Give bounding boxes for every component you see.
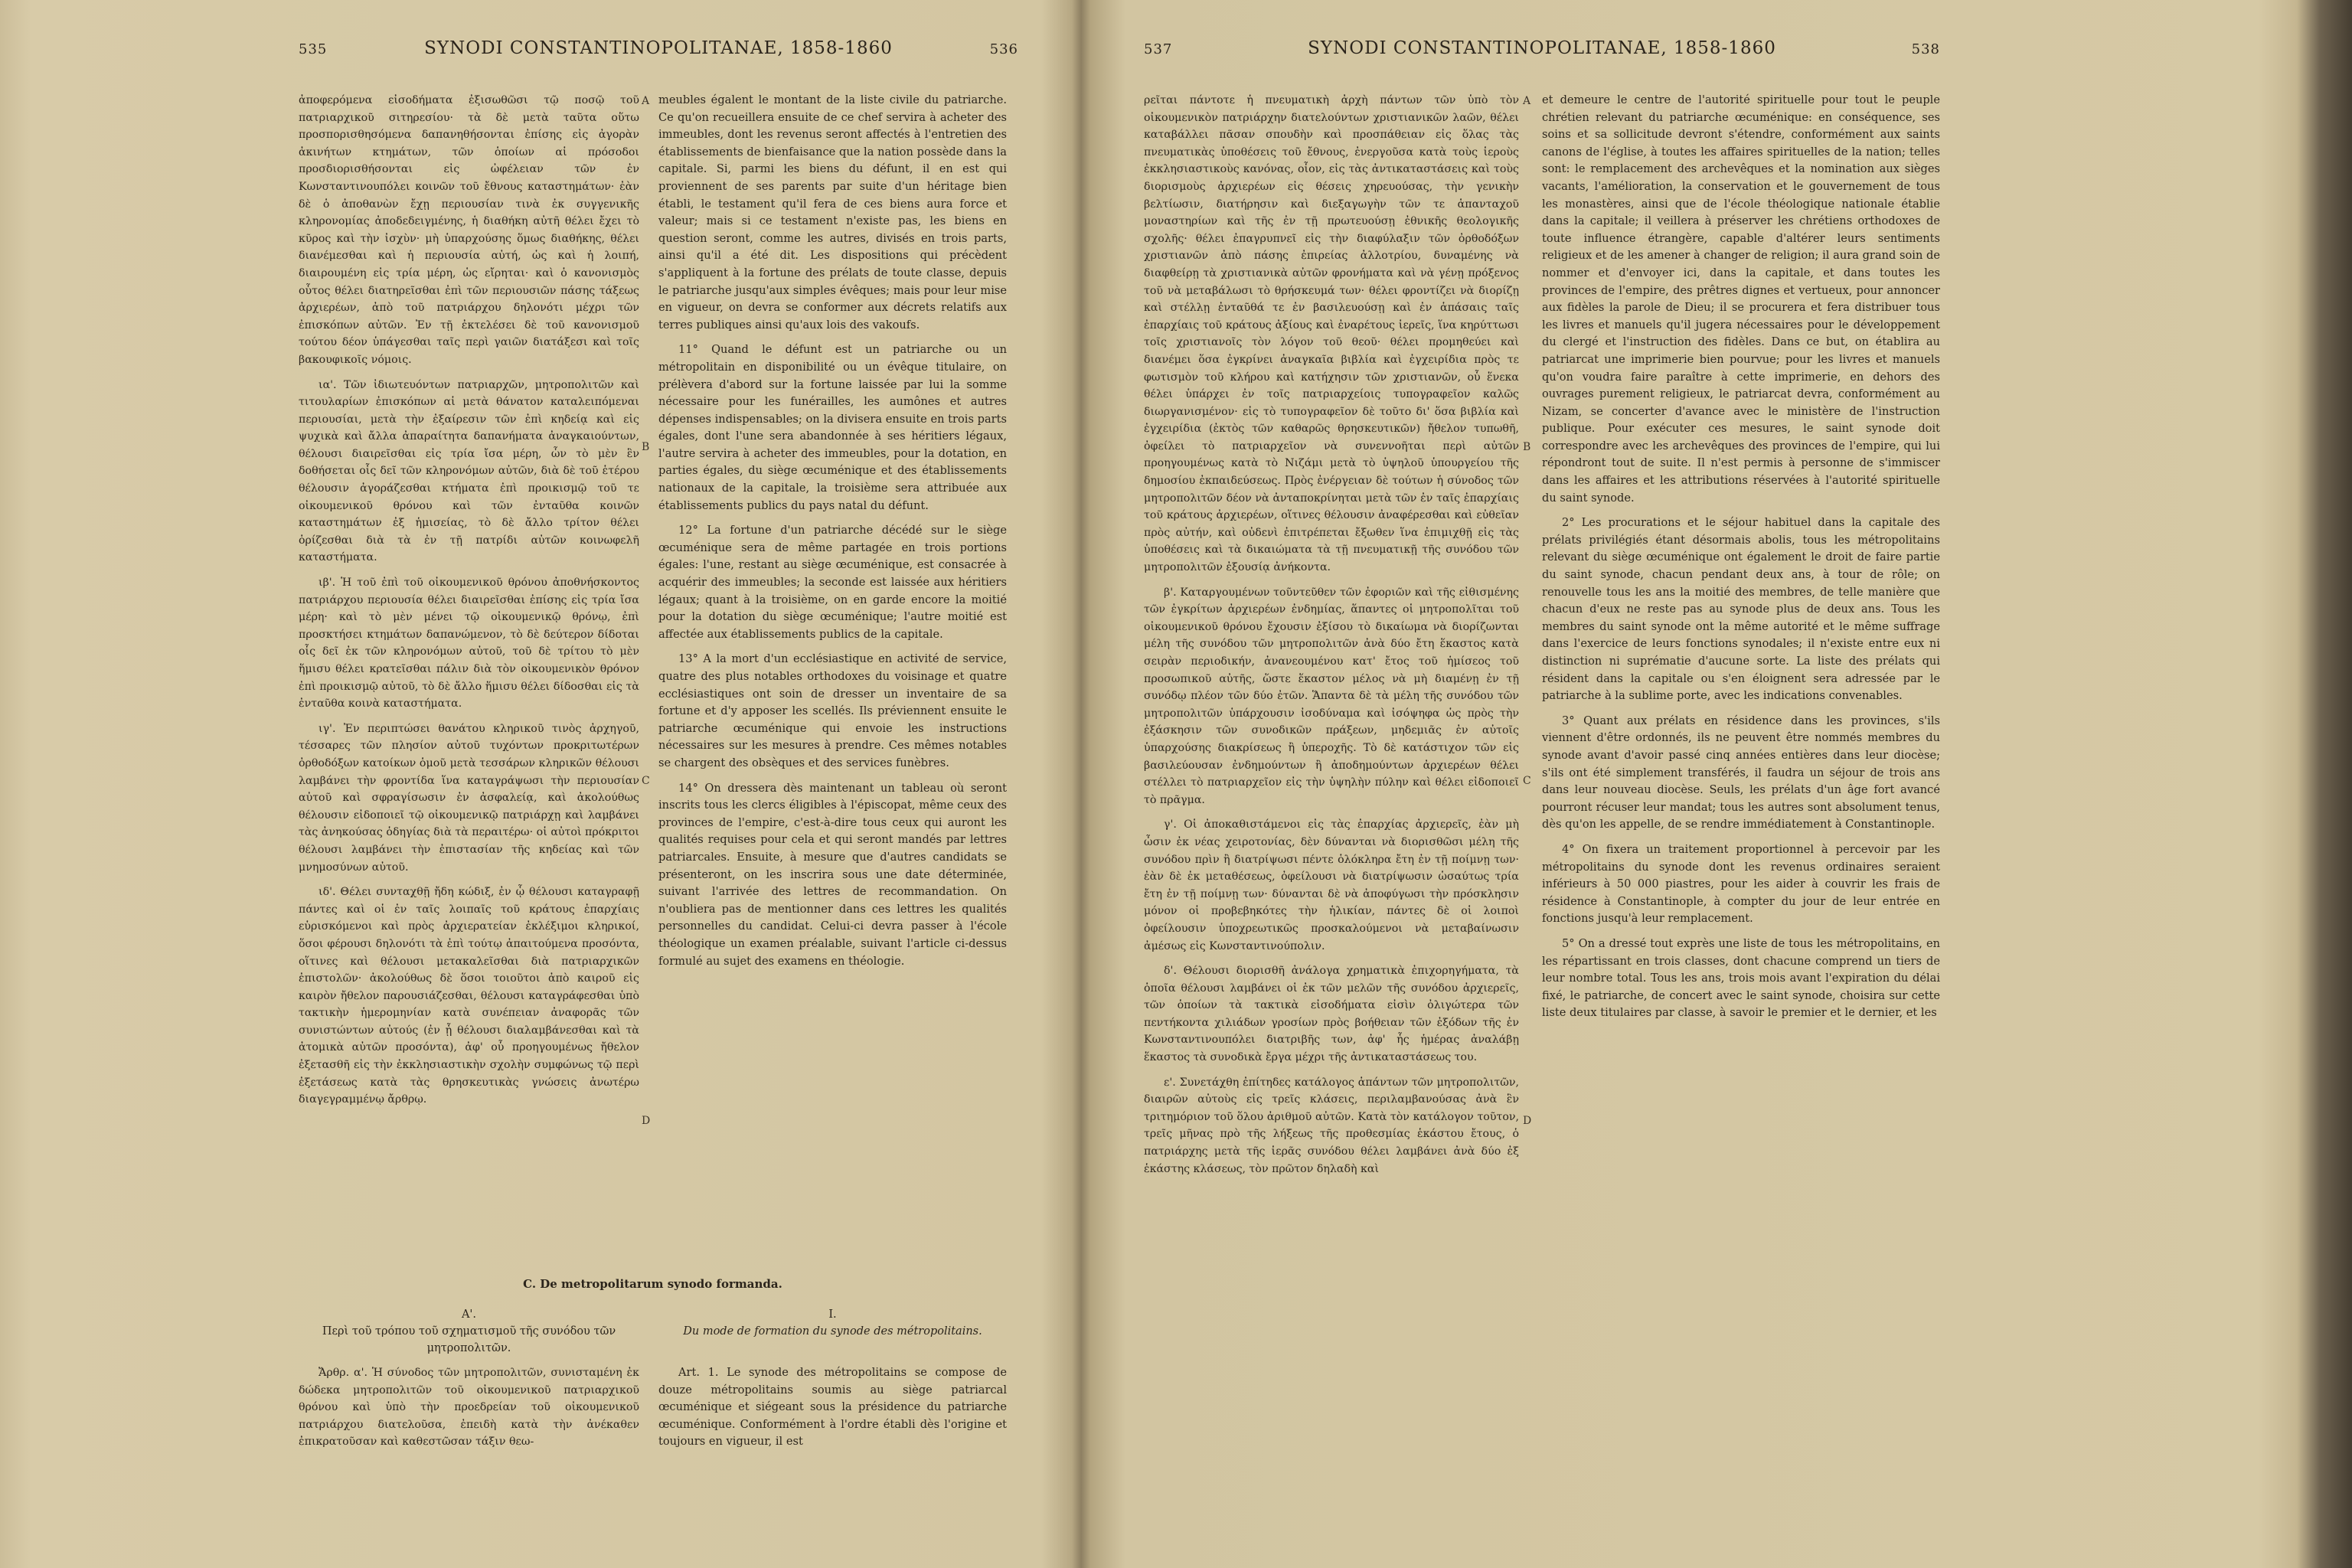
french-paragraph-14: 14° On dressera dès maintenant un tableau où seront inscrits tous les clercs éligibles à l'épiscopat, même ceux des provinces de l'empire, c'est-à-dire tous ceux qui auront les qualités requises pour cela et qui seront mandés par lettres patriarcales. Ensuite, à mesure que d'autres candidats se présenteront, on les inscrira sous une date déterminée, suivant l'arrivée des lettres de recommandation. On n'oubliera pas de mentionner dans ces lettres les qualités personnelles du candidat. Celui-ci devra passer à l'école théologique un examen préalable, suivant l'article ci-dessus formulé au sujet des examens en théologie. xyxy=(658,781,1007,968)
margin-marker-b: B xyxy=(642,441,650,453)
french-article-1 xyxy=(658,1364,1007,1517)
greek-paragraph-14: ιδ'. Θέλει συνταχθῇ ἤδη κώδιξ, ἐν ᾧ θέλουσι καταγραφῇ πάντες καὶ οἱ ἐν ταῖς λοιπαῖς τοῦ κράτους ἐπαρχίαις εὑρισκόμενοι καὶ πρὸς ἀρχιερατείαν ἐκλέξιμοι κληρικοί, ὅσοι φέρουσι δηλονότι τὰ ἐπὶ τούτῳ ἀπαιτούμενα προσόντα, οἵτινες καὶ θέλουσι μετακαλεῖσθαι διὰ πατριαρχικῶν ἐπιστολῶν· ἀκολούθως δὲ ὅσοι τοιοῦτοι ἀπὸ καιροῦ εἰς καιρὸν ἤθελον παρουσιάζεσθαι, θέλουσι καταγράφεσθαι ὑπὸ τακτικὴν ἡμερομηνίαν κατὰ συνέπειαν ἀναφορᾶς τῶν συνιστώντων αὐτούς (ἐν ᾗ θέλουσι διαλαμβάνεσθαι καὶ τὰ ἀτομικὰ αὐτῶν προσόντα), ἀφ' οὗ προηγουμένως ἤθελον ἐξετασθῆ εἰς τὴν ἐκκλησιαστικὴν σχολὴν συμφώνως τῷ περὶ ἐξετάσεως κατὰ τὰς θρησκευτικὰς γνώσεις ἀνωτέρω διαγεγραμμένῳ ἄρθρῳ. xyxy=(299,886,639,1106)
right-margin-marker-c: C xyxy=(1523,775,1531,787)
greek-article-1 xyxy=(299,1364,639,1517)
french-sub-title: Du mode de formation du synode des métropolitains. xyxy=(683,1325,982,1338)
margin-marker-c: C xyxy=(642,775,650,787)
page-number-538: 538 xyxy=(1911,41,1940,57)
left-page-header xyxy=(299,38,1018,58)
greek-paragraph-right-top: ρεῖται πάντοτε ἡ πνευματικὴ ἀρχὴ πάντων τῶν ὑπὸ τὸν οἰκουμενικὸν πατριάρχην διατελούντων χριστιανικῶν λαῶν, θέλει καταβάλλει πᾶσαν σπουδὴν καὶ προσπάθειαν εἰς ὅλας τὰς πνευματικὰς ὑποθέσεις τοῦ ἔθνους, ἐνεργοῦσα κατὰ τοὺς ἱεροὺς ἐκκλησιαστικοὺς κανόνας, οἷον, εἰς τὰς ἀντικαταστάσεις καὶ τοὺς διορισμοὺς ἀρχιερέων εἰς θέσεις χηρευούσας, τὴν γενικὴν βελτίωσιν, διατήρησιν καὶ διεξαγωγὴν τῶν τε ἁπανταχοῦ μοναστηρίων καὶ τῆς ἐν τῇ πρωτευούσῃ ἐθνικῆς θεολογικῆς σχολῆς· θέλει ἐπαγρυπνεῖ εἰς τὴν διαφύλαξιν τῶν ὀρθοδόξων χριστιανῶν ἀπὸ πάσης ἐπιρείας ἀλλοτρίου, δυναμένης νὰ διαφθείρῃ τὰ χριστιανικὰ αὐτῶν φρονήματα καὶ νὰ γένῃ πρόξενος τοῦ νὰ μεταβάλωσι τὸ θρήσκευμά των· θέλει φροντίζει νὰ διορίζῃ καὶ στέλλῃ ἐνταῦθά τε ἐν βασιλευούσῃ καὶ ἐν ἁπάσαις ταῖς ἐπαρχίαις τοῦ κράτους ἀξίους καὶ ἐναρέτους ἱερεῖς, ἵνα κηρύττωσι τοῖς χριστιανοῖς τὸν λόγον τοῦ θεοῦ· θέλει προμηθεύει καὶ διανέμει ὅσα ἐγκρίνει ἀναγκαῖα βιβλία καὶ ἐγχειρίδια πρὸς τε φωτισμὸν τοῦ κλήρου καὶ κατήχησιν τῶν χριστιανῶν, οὗ ἕνεκα θέλει ὑπάρχει ἐν τοῖς πατριαρχείοις τυπογραφεῖον καλῶς διωργανισμένον· εἰς τὸ τυπογραφεῖον δὲ τοῦτο δι' ὅσα βιβλία καὶ ἐγχειρίδια (ἐκτὸς τῶν καθαρῶς θρησκευτικῶν) ἤθελον τυπωθῆ, ὀφείλει τὸ πατριαρχεῖον νὰ συνεννοῆται περὶ αὐτῶν προηγουμένως κατὰ τὸ Νιζάμι μετὰ τὸ ὑψηλοῦ ὑπουργείου τῆς δημοσίου ἐκπαιδεύσεως. Πρὸς ἐνέργειαν δὲ τούτων ἡ σύνοδος τῶν μητροπολιτῶν δέον νὰ ἀνταποκρίνηται μετὰ τῶν ἐν ταῖς ἐπαρχίαις τοῦ κράτους ἀρχιερέων, οἵτινες θέλουσιν ἀναφέρεσθαι καὶ εὐθεῖαν πρὸς αὐτήν, καὶ οὐδενὶ ἐπιτρέπεται ἔξωθεν ἵνα ἐπιμιχθῇ εἰς τὰς ὑποθέσεις καὶ τὰ δικαιώματα τὰ τῇ πνευματικῇ τῆς συνόδου τῶν μητροπολιτῶν ἐξουσίᾳ ἀνήκοντα. xyxy=(1144,94,1519,574)
page-number-536: 536 xyxy=(989,41,1018,57)
french-paragraph-top: meubles égalent le montant de la liste civile du patriarche. Ce qu'on recueillera ensuite de ce chef servira à acheter des immeubles, dont les revenus seront affectés à l'entretien des établissements de bienfaisance que la nation possède dans la capitale. Si, parmi les biens du défunt, il en est qui proviennent de ses parents par suite d'un héritage bien établi, le testament qu'il fera de ces biens aura force et valeur; mais si ce testament n'existe pas, les biens en question seront, comme les autres, divisés en trois parts, ainsi qu'il a été dit. Les dispositions qui précèdent s'appliquent à la fortune des prélats de toute classe, depuis le patriarche jusqu'aux simples évêques; mais pour leur mise en vigueur, on devra se conformer aux décrets relatifs aux terres publiques ainsi qu'aux lois des vakoufs. xyxy=(658,93,1007,332)
greek-paragraph-11: ια'. Τῶν ἰδιωτευόντων πατριαρχῶν, μητροπολιτῶν καὶ τιτουλαρίων ἐπισκόπων αἱ μετὰ θάνατον καταλειπόμεναι περιουσίαι, μετὰ τὴν ἐξαίρεσιν τῶν ἐπὶ κηδείᾳ καὶ εἰς ψυχικὰ καὶ ἄλλα ἀπαραίτητα δαπανήματα ἀναγκαιούντων, θέλουσι διαιρεῖσθαι εἰς τρία ἴσα μέρη, ὧν τὸ μὲν ἓν δοθήσεται οἷς δεῖ τῶν κληρονόμων αὐτῶν, διὰ δὲ τοῦ ἑτέρου θέλουσιν ἀγοράζεσθαι κτήματα ἐπὶ προικισμῷ τοῦ τε οἰκουμενικοῦ θρόνου καὶ τῶν ἐνταῦθα κοινῶν καταστημάτων ἐξ ἡμισείας, τὸ δὲ ἄλλο τρίτον θέλει ὁρίζεσθαι διὰ τὰ ἐν τῇ πατρίδι αὐτῶν κοινωφελῆ καταστήματα. xyxy=(299,378,639,564)
left-page xyxy=(0,0,1072,1568)
greek-art1-text: Ἄρθρ. α'. Ἡ σύνοδος τῶν μητροπολιτῶν, συνισταμένη ἐκ δώδεκα μητροπολιτῶν τοῦ οἰκουμενικοῦ πατριαρχικοῦ θρόνου καὶ ὑπὸ τὴν προεδρείαν τοῦ οἰκουμενικοῦ πατριάρχου διατελοῦσα, ἐπειδὴ κατὰ τὴν ἀνέκαθεν ἐπικρατοῦσαν καὶ καθεστῶσαν τάξιν θεω- xyxy=(299,1367,639,1449)
french-art1-text: Art. 1. Le synode des métropolitains se compose de douze métropolitains soumis au siège patriarcal œcuménique et siégeant sous la présidence du patriarche œcuménique. Conformément à l'ordre établi dès l'origine et toujours en vigueur, il est xyxy=(658,1366,1007,1449)
french-paragraph-right-top: et demeure le centre de l'autorité spirituelle pour tout le peuple chrétien relevant du patriarche œcuménique: en conséquence, ses soins et sa sollicitude devront s'étendre, conformément aux saints canons de l'église, à toutes les affaires spirituelles de la nation; telles sont: le remplacement des archevêques et la nomination aux sièges vacants, l'amélioration, la conservation et le gouvernement de tous les monastères, ainsi que de l'école théologique nationale établie dans la capitale; il veillera à préserver les chrétiens orthodoxes de toute influence étrangère, capable d'altérer leurs sentiments religieux et de les amener à changer de religion; il aura grand soin de nommer et d'envoyer ici, dans la capitale, et dans toutes les provinces de l'empire, des prêtres dignes et vertueux, pour annoncer aux fidèles la parole de Dieu; il se procurera et fera distribuer tous les livres et manuels qu'il jugera nécessaires pour le développement du clergé et l'instruction des fidèles. Dans ce but, on établira au patriarcat une imprimerie bien pourvue; pour les livres et manuels qu'on voudra faire paraître à cette imprimerie, en dehors des ouvrages purement religieux, le patriarcat devra, conformément au Nizam, se concerter d'avance avec le ministère de l'instruction publique. Pour exécuter ces mesures, le saint synode doit correspondre avec les archevêques des provinces de l'empire, qui lui répondront tout de suite. Il n'est permis à personne de s'immiscer dans les affaires et les attributions réservées à l'autorité spirituelle du saint synode. xyxy=(1542,93,1940,505)
right-margin-marker-a: A xyxy=(1523,95,1531,107)
right-margin-marker-b: B xyxy=(1523,441,1531,453)
greek-paragraph-top: ἀποφερόμενα εἰσοδήματα ἐξισωθῶσι τῷ ποσῷ τοῦ πατριαρχικοῦ σιτηρεσίου· τὰ δὲ μετὰ ταῦτα οὕτω προσπορισθησόμενα δαπανηθήσονται ἐπίσης εἰς ἀγορὰν ἀκινήτων κτημάτων, τῶν ὁποίων αἱ πρόσοδοι προσδιορισθήσονται εἰς ὠφέλειαν τῶν ἐν Κωνσταντινουπόλει κοινῶν τοῦ ἔθνους καταστημάτων· ἐὰν δὲ ὁ ἀποθανὼν ἔχῃ περιουσίαν τινὰ ἐκ συγγενικῆς κληρονομίας ἀποδεδειγμένης, ἡ διαθήκη αὐτῆ θέλει ἔχει τὸ κῦρος καὶ τὴν ἰσχὺν· μὴ ὑπαρχούσης ὅμως διαθήκης, θέλει διανέμεσθαι καὶ ἡ περιουσία αὐτή, ὡς καὶ ἡ λοιπή, διαιρουμένη εἰς τρία μέρη, ὡς εἴρηται· καὶ ὁ κανονισμὸς οὗτος θέλει διατηρεῖσθαι ἐπὶ τῶν περιουσιῶν πάσης τάξεως ἀρχιερέων, ἀπὸ τοῦ πατριάρχου δηλονότι μέχρι τῶν ἐπισκόπων αὐτῶν. Ἐν τῇ ἐκτελέσει δὲ τοῦ κανονισμοῦ τούτου δέον ὑπάγεσθαι ταῖς περὶ γαιῶν διατάξεσι καὶ τοῖς βακουφικοῖς νόμοις. xyxy=(299,94,639,366)
left-french-column xyxy=(658,92,1007,1282)
french-sub-letter: I. xyxy=(828,1308,837,1321)
french-paragraph-2: 2° Les procurations et le séjour habituel dans la capitale des prélats privilégiés étant désormais abolis, tous les métropolitains relevant du siège œcuménique ont également le droit de faire partie du saint synode, chacun pendant deux ans, à tour de rôle; on renouvelle tous les ans la moitié des membres, de telle manière que chacun d'eux ne reste pas au synode plus de deux ans. Tous les membres du saint synode ont la même autorité et le même suffrage dans l'exercice de leurs fonctions synodales; il n'existe entre eux ni distinction ni suprématie d'aucune sorte. La liste des prélats qui résident dans la capitale ou s'en éloignent sera adressée par le patriarche à la sublime porte, avec les indications convenables. xyxy=(1542,516,1940,703)
french-paragraph-5: 5° On a dressé tout exprès une liste de tous les métropolitains, en les répartissant en trois classes, dont chacune comprend un tiers de leur nombre total. Tous les ans, trois mois avant l'expiration du délai fixé, le patriarche, de concert avec le saint synode, choisira sur cette liste deux titulaires par classe, à savoir le premier et le dernier, et les xyxy=(1542,936,1940,1020)
french-subheading xyxy=(658,1306,1007,1340)
right-page-header xyxy=(1144,38,1940,58)
greek-paragraph-b: β'. Καταργουμένων τοῦντεῦθεν τῶν ἐφοριῶν καὶ τῆς εἰθισμένης τῶν ἐγκρίτων ἀρχιερέων ἐνδημίας, ἅπαντες οἱ μητροπολῖται τοῦ οἰκουμενικοῦ θρόνου ἔχουσιν ἐξίσου τὸ δικαίωμα νὰ διορίζωνται μέλη τῆς συνόδου τῶν μητροπολιτῶν ἀνὰ δύο ἔτη ἕκαστος κατὰ σειρὰν περιοδικήν, ἀνανεουμένου κατ' ἔτος τοῦ ἡμίσεος τοῦ προσωπικοῦ αὐτῆς, ὥστε ἕκαστον μέλος νὰ μὴ διαμένῃ ἐν τῇ συνόδῳ πλέον τῶν δύο ἐτῶν. Ἅπαντα δὲ τὰ μέλη τῆς συνόδου τῶν μητροπολιτῶν ὑπάρχουσιν ἰσοδύναμα καὶ ἰσόψηφα ὡς πρὸς τὴν ἐξάσκησιν τῶν συνοδικῶν πράξεων, μηδεμιᾶς ἐν αὐτοῖς ὑπαρχούσης διακρίσεως ἢ ὑπεροχῆς. Τὸ δὲ κατάστιχον τῶν εἰς βασιλεύουσαν ἐνδημούντων ἢ ἀποδημούντων ἀρχιερέων θέλει στέλλει τὸ πατριαρχεῖον εἰς τὴν ὑψηλὴν πύλην καὶ θέλει εἰδοποιεῖ τὸ πρᾶγμα. xyxy=(1144,586,1519,806)
right-page xyxy=(1090,0,2285,1568)
section-title xyxy=(299,1277,1007,1291)
french-paragraph-13: 13° A la mort d'un ecclésiastique en activité de service, quatre des plus notables orthodoxes du voisinage et quatre ecclésiastiques ont soin de dresser un inventaire de sa fortune et d'y apposer les scellés. Ils préviennent ensuite le patriarche œcuménique qui envoie les instructions nécessaires sur les mesures à prendre. Ces mêmes notables se chargent des obsèques et des services funèbres. xyxy=(658,652,1007,769)
left-greek-column xyxy=(299,92,639,1282)
french-paragraph-12: 12° La fortune d'un patriarche décédé sur le siège œcuménique sera de même partagée en trois portions égales: l'une, restant au siège œcuménique, est consacrée à acquérir des immeubles; la seconde est laissée aux héritiers légaux; quant à la troisième, on en garde encore la moitié pour la dotation du siège œcuménique; l'autre moitié est affectée aux établissements publics de la capitale. xyxy=(658,524,1007,641)
right-greek-column xyxy=(1144,92,1519,1516)
greek-paragraph-13: ιγ'. Ἐν περιπτώσει θανάτου κληρικοῦ τινὸς ἀρχηγοῦ, τέσσαρες τῶν πλησίον αὐτοῦ τυχόντων προκριτωτέρων ὀρθοδόξων κατοίκων ὁμοῦ μετὰ τεσσάρων κληρικῶν θέλουσι λαμβάνει τὴν φροντίδα ἵνα καταγράψωσι τὴν περιουσίαν αὐτοῦ καὶ σφραγίσωσιν ἐν ἀσφαλείᾳ, καὶ ἀκολούθως θέλουσιν εἰδοποιεῖ τῷ οἰκουμενικῷ πατριάρχῃ καὶ λαμβάνει τὰς ἀνηκούσας ὁδηγίας διὰ τὰ περαιτέρω· οἱ αὐτοὶ πρόκριτοι θέλουσι λαμβάνει τὴν ἐπιστασίαν τῆς κηδείας καὶ τῶν μνημοσύνων αὐτοῦ. xyxy=(299,722,639,874)
greek-paragraph-c: γ'. Οἱ ἀποκαθιστάμενοι εἰς τὰς ἐπαρχίας ἀρχιερεῖς, ἐὰν μὴ ὦσιν ἐκ νέας χειροτονίας, δὲν δύνανται νὰ διορισθῶσι μέλη τῆς συνόδου πρὶν ἢ διατρίψωσι πέντε ὁλόκληρα ἔτη ἐν τῇ ποίμνῃ των· ἐὰν δὲ ἐκ μεταθέσεως, ὀφείλουσι νὰ διατρίψωσιν ὡσαύτως τρία ἔτη ἐν τῇ ποίμνῃ των· δύνανται δὲ νὰ ἀποφύγωσι τὴν πρόσκλησιν μόνον οἱ προβεβηκότες τὴν ἡλικίαν, πάντες δὲ οἱ λοιποὶ ὀφείλουσιν ὑποχρεωτικῶς προσκαλούμενοι νὰ μεταβαίνωσιν ἀμέσως εἰς Κωνσταντινούπολιν. xyxy=(1144,818,1519,952)
greek-sub-letter: Α'. xyxy=(461,1308,477,1321)
french-paragraph-11: 11° Quand le défunt est un patriarche ou un métropolitain en disponibilité ou un évêque titulaire, on prélèvera d'abord sur la fortune laissée par lui la somme nécessaire pour les funérailles, les aumônes et autres dépenses indispensables; on la divisera ensuite en trois parts égales, dont l'une sera abandonnée à ses héritiers légaux, l'autre servira à acheter des immeubles, pour la dotation, en parties égales, du siège œcuménique et des établissements nationaux de la capitale, la troisième sera attribuée aux établissements publics du pays natal du défunt. xyxy=(658,343,1007,512)
greek-paragraph-d: δ'. Θέλουσι διορισθῆ ἀνάλογα χρηματικὰ ἐπιχορηγήματα, τὰ ὁποῖα θέλουσι λαμβάνει οἱ ἐκ τῶν μελῶν τῆς συνόδου ἀρχιερεῖς, τῶν ὁποίων τὰ τακτικὰ εἰσοδήματα εἰσὶν ὀλιγώτερα τῶν πεντήκοντα χιλιάδων γροσίων πρὸς βοήθειαν τῶν ἐξόδων τῆς ἐν Κωνσταντινουπόλει διατριβῆς των, ἀφ' ἧς ἡμέρας ἀναλάβῃ ἕκαστος τὰ συνοδικὰ ἔργα μέχρι τῆς ἀντικαταστάσεως του. xyxy=(1144,965,1519,1064)
french-paragraph-4: 4° On fixera un traitement proportionnel à percevoir par les métropolitains du synode dont les revenus ordinaires seraient inférieurs à 50 000 piastres, pour les aider à couvrir les frais de résidence à Constantinople, à compter du jour de leur entrée en fonctions jusqu'à leur remplacement. xyxy=(1542,842,1940,926)
greek-sub-title: Περὶ τοῦ τρόπου τοῦ σχηματισμοῦ τῆς συνόδου τῶν μητροπολιτῶν. xyxy=(322,1325,616,1354)
margin-marker-d: D xyxy=(642,1115,651,1127)
running-title-left: SYNODI CONSTANTINOPOLITANAE, 1858-1860 xyxy=(424,38,893,58)
greek-paragraph-12: ιβ'. Ἡ τοῦ ἐπὶ τοῦ οἰκουμενικοῦ θρόνου ἀποθνήσκοντος πατριάρχου περιουσία θέλει διαιρεῖσθαι ἐπίσης εἰς τρία ἴσα μέρη· καὶ τὸ μὲν μένει τῷ οἰκουμενικῷ θρόνῳ, ἐπὶ προσκτήσει κτημάτων δαπανώμενον, τὸ δὲ δεύτερον δίδοται οἷς δεῖ ἐκ τῶν κληρονόμων αὐτοῦ, τοῦ δὲ τρίτου τὸ μὲν ἥμισυ θέλει κρατεῖσθαι πάλιν διὰ τὸν οἰκουμενικὸν θρόνον ἐπὶ προικισμῷ αὐτοῦ, τὸ δὲ ἄλλο ἥμισυ θέλει δίδοσθαι εἰς τὰ ἐνταῦθα κοινὰ καταστήματα. xyxy=(299,577,639,710)
greek-subheading xyxy=(299,1306,639,1357)
right-margin-marker-d: D xyxy=(1523,1115,1532,1127)
greek-paragraph-e: ε'. Συνετάχθη ἐπίτηδες κατάλογος ἁπάντων τῶν μητροπολιτῶν, διαιρῶν αὐτοὺς εἰς τρεῖς κλάσεις, περιλαμβανούσας ἀνὰ ἓν τριτημόριον τοῦ ὅλου ἀριθμοῦ αὐτῶν. Κατὰ τὸν κατάλογον τοῦτον, τρεῖς μῆνας πρὸ τῆς λήξεως τῆς προθεσμίας ἑκάστου ἔτους, ὁ πατριάρχης μετὰ τῆς ἱερᾶς συνόδου θέλει λαμβάνει ἀνὰ δύο ἐξ ἑκάστης κλάσεως, τὸν πρῶτον δηλαδὴ καὶ xyxy=(1144,1076,1519,1175)
page-number-535: 535 xyxy=(299,41,328,57)
running-title-right: SYNODI CONSTANTINOPOLITANAE, 1858-1860 xyxy=(1308,38,1776,58)
french-paragraph-3: 3° Quant aux prélats en résidence dans les provinces, s'ils viennent d'être ordonnés, ils ne peuvent être nommés membres du synode avant d'avoir passé cinq années entières dans leur diocèse; s'ils ont été simplement transférés, il faudra un séjour de trois ans dans leur nouveau diocèse. Seuls, les prélats d'un âge fort avancé pourront récuser leur mandat; tous les autres sont absolument tenus, dès qu'on les appelle, de se rendre immédiatement à Constantinople. xyxy=(1542,714,1940,831)
section-title-text: C. De metropolitarum synodo formanda. xyxy=(523,1277,782,1291)
page-number-537: 537 xyxy=(1144,41,1173,57)
margin-marker-a: A xyxy=(642,95,650,107)
right-french-column xyxy=(1542,92,1940,1516)
